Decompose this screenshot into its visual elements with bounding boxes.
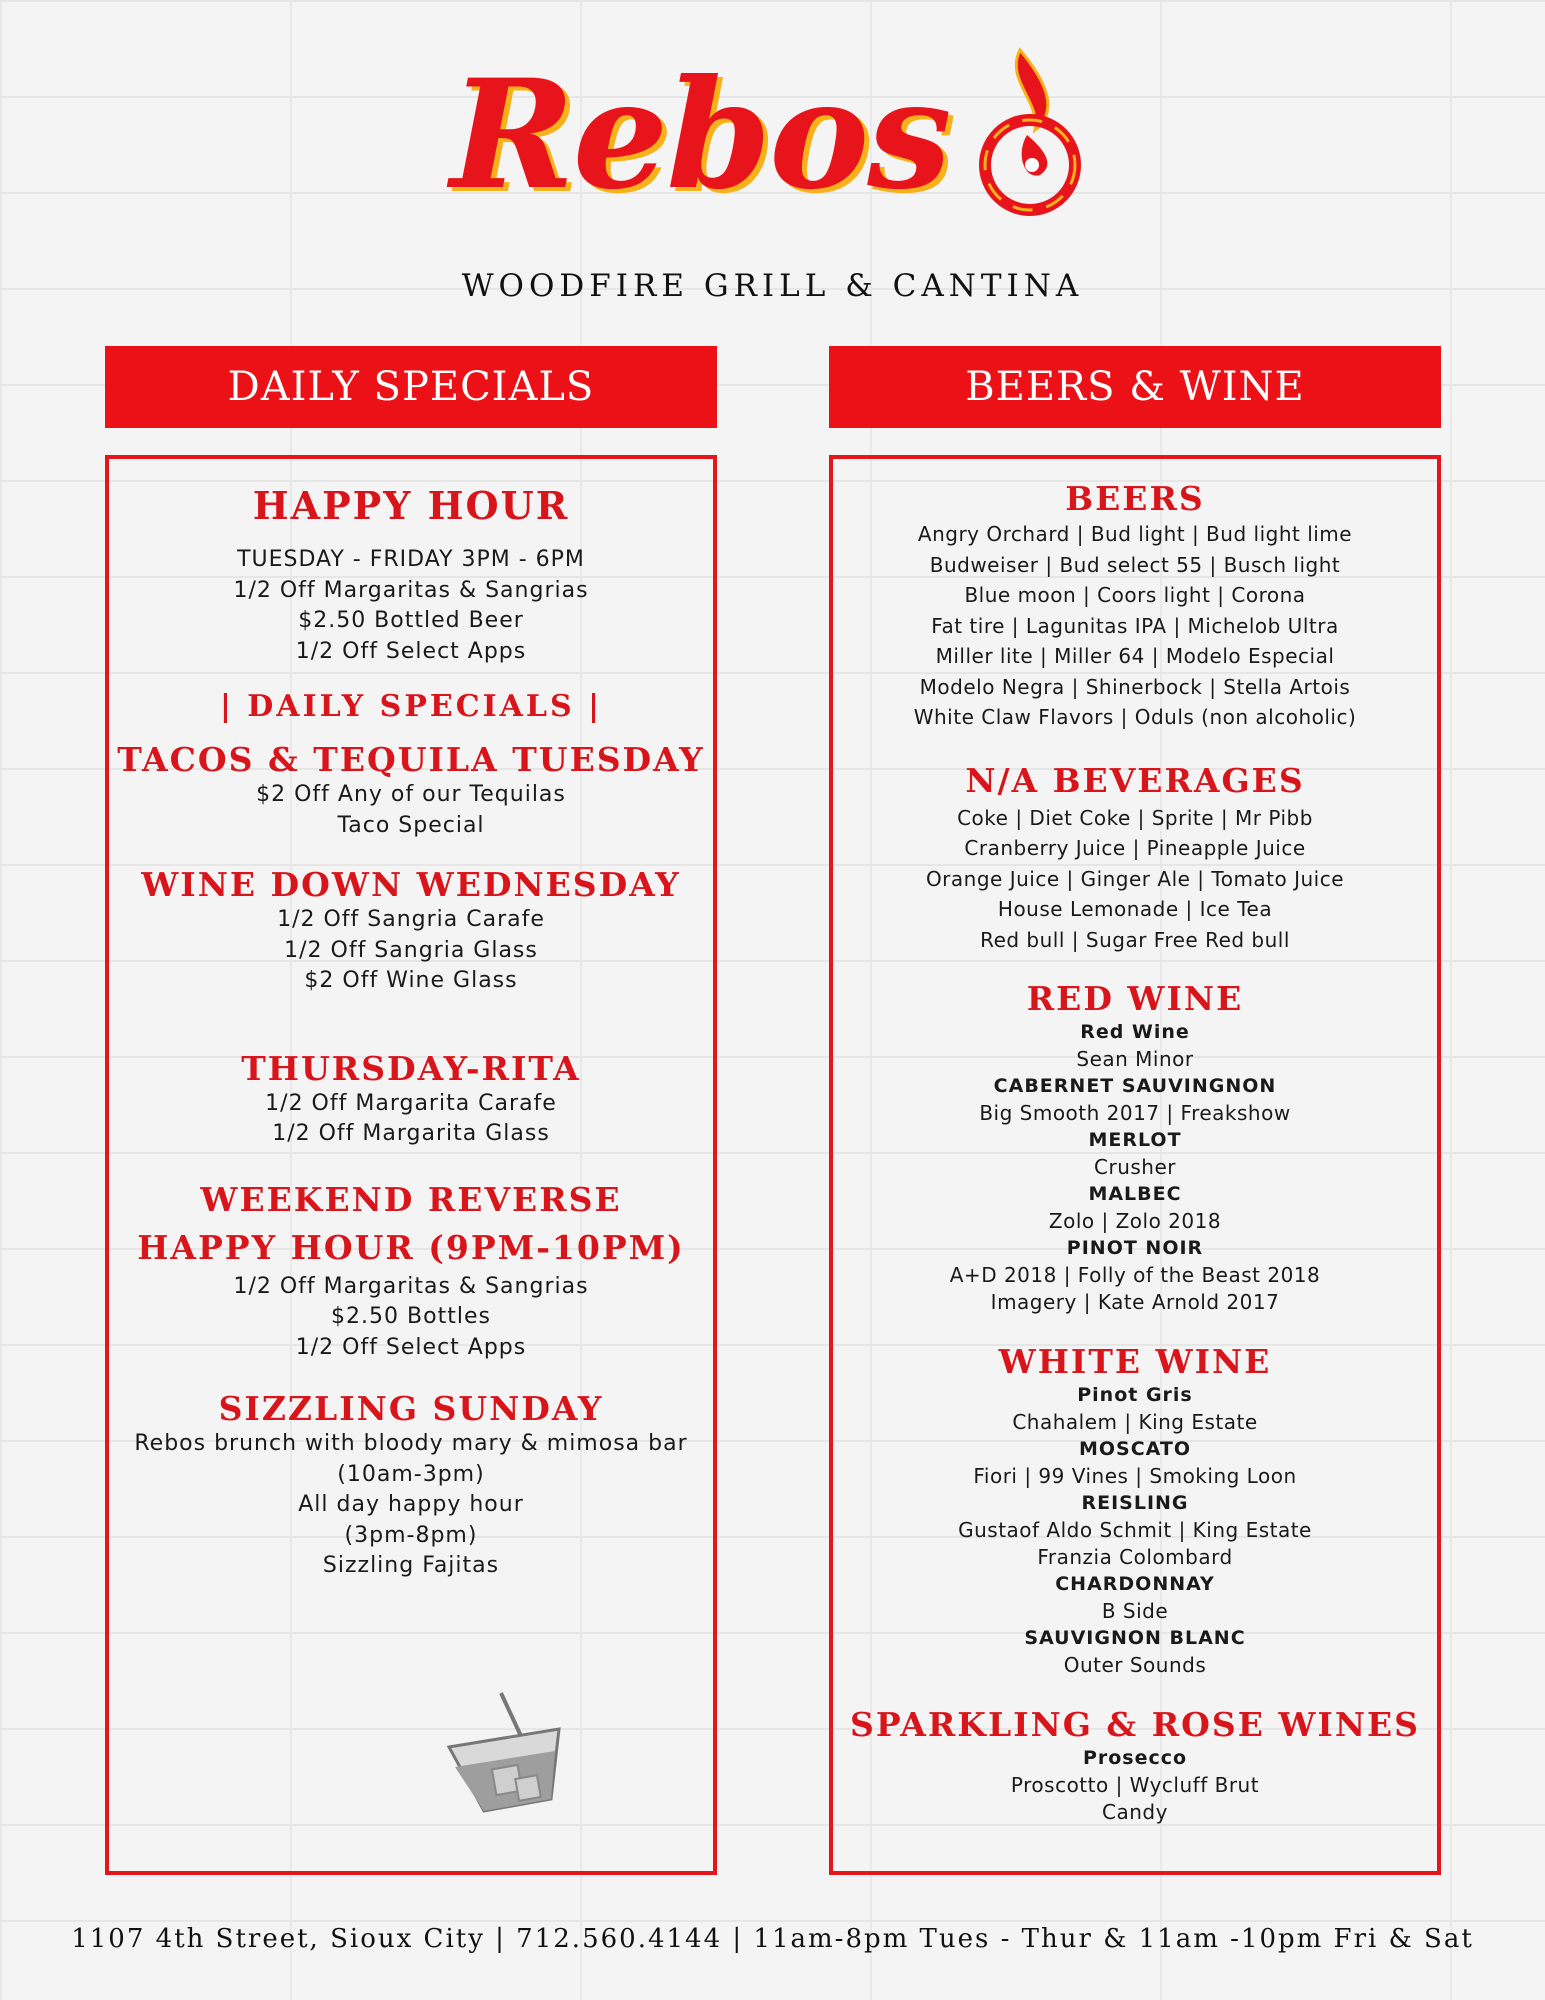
na-line: Orange Juice | Ginger Ale | Tomato Juice [925,866,1345,891]
wine-variety: MERLOT [1088,1129,1182,1151]
wine-detail: Sean Minor [1076,1047,1194,1071]
sparkling-title: SPARKLING & ROSE WINES [849,1705,1420,1744]
tagline: WOODFIRE GRILL & CANTINA [461,268,1084,304]
wine-variety: CABERNET SAUVINGNON [993,1075,1277,1097]
wine-down-line: 1/2 Off Sangria Carafe [277,907,545,932]
wine-detail: A+D 2018 | Folly of the Beast 2018 [949,1263,1321,1287]
beers-wine-box [829,455,1441,1875]
wine-detail: Franzia Colombard [1037,1545,1233,1569]
logo-wordmark: Rebos [450,47,950,223]
sunday-line: All day happy hour [298,1492,524,1517]
beers-wine-banner: BEERS & WINE [829,346,1441,428]
wine-detail: Outer Sounds [1063,1653,1207,1677]
thursday-title: THURSDAY-RITA [241,1048,581,1088]
wine-variety: Red Wine [1080,1021,1190,1043]
na-line: Red bull | Sugar Free Red bull [980,927,1290,952]
wine-variety: MALBEC [1088,1183,1182,1205]
wine-detail: Proscotto | Wycluff Brut [1010,1773,1260,1797]
beer-line: Budweiser | Bud select 55 | Busch light [929,552,1341,577]
beer-line: Angry Orchard | Bud light | Bud light lime [917,522,1353,546]
wine-variety: MOSCATO [1078,1438,1192,1460]
beer-line: Blue moon | Coors light | Corona [964,583,1306,607]
wine-detail: Gustaof Aldo Schmit | King Estate [958,1518,1312,1542]
na-line: Coke | Diet Coke | Sprite | Mr Pibb [957,805,1313,830]
na-line: House Lemonade | Ice Tea [997,897,1273,921]
wine-variety: PINOT NOIR [1066,1237,1204,1259]
sunday-line: Sizzling Fajitas [322,1553,500,1578]
white-wine-title: WHITE WINE [998,1342,1272,1381]
wine-variety: REISLING [1081,1492,1189,1514]
tacos-line: Taco Special [337,812,485,838]
happy-hour-line: 1/2 Off Margaritas & Sangrias [233,577,589,603]
tacos-title: TACOS & TEQUILA TUESDAY [117,740,705,779]
weekend-title-2: HAPPY HOUR (9PM-10PM) [137,1227,685,1267]
daily-specials-banner: DAILY SPECIALS [105,346,717,428]
happy-hour-line: TUESDAY - FRIDAY 3PM - 6PM [237,547,585,572]
wine-detail: Chahalem | King Estate [1012,1410,1258,1434]
tacos-line: $2 Off Any of our Tequilas [256,782,566,807]
sunday-title: SIZZLING SUNDAY [218,1389,604,1428]
beer-line: Modelo Negra | Shinerbock | Stella Artois [919,674,1351,699]
weekend-line: 1/2 Off Select Apps [295,1334,527,1360]
wine-variety: Pinot Gris [1077,1384,1193,1406]
daily-specials-label: | DAILY SPECIALS | [219,689,603,724]
beer-line: White Claw Flavors | Oduls (non alcoholic) [913,705,1357,729]
brand-header [0,40,1545,230]
weekend-title: WEEKEND REVERSE [200,1179,622,1219]
wine-variety: CHARDONNAY [1055,1573,1215,1595]
thursday-line: 1/2 Off Margarita Carafe [265,1090,557,1116]
wine-detail: Zolo | Zolo 2018 [1048,1209,1222,1233]
wine-detail: Big Smooth 2017 | Freakshow [979,1101,1291,1125]
happy-hour-title: HAPPY HOUR [252,483,570,528]
cocktail-glass-icon [439,1689,589,1829]
wine-down-line: 1/2 Off Sangria Glass [284,937,538,963]
weekend-line: 1/2 Off Margaritas & Sangrias [233,1273,589,1299]
flame-logo-icon [965,40,1095,230]
wine-down-title: WINE DOWN WEDNESDAY [141,865,681,904]
wine-detail: Imagery | Kate Arnold 2017 [990,1290,1280,1314]
red-wine-title: RED WINE [1026,979,1244,1018]
footer-address-hours: 1107 4th Street, Sioux City | 712.560.4144 | 11am-8pm Tues - Thur & 11am -10pm Fri & Sat [71,1924,1474,1954]
daily-specials-box [105,455,717,1875]
wine-variety: Prosecco [1082,1747,1188,1769]
beers-title: BEERS [1065,479,1205,518]
wine-detail: Fiori | 99 Vines | Smoking Loon [973,1464,1297,1488]
sunday-line: (10am-3pm) [337,1461,485,1487]
wine-down-line: $2 Off Wine Glass [304,968,518,993]
sunday-line: (3pm-8pm) [344,1522,478,1548]
wine-variety: SAUVIGNON BLANC [1024,1627,1246,1649]
thursday-line: 1/2 Off Margarita Glass [272,1121,550,1146]
wine-detail: Crusher [1094,1155,1176,1179]
wine-detail: B Side [1101,1599,1169,1623]
wine-detail: Candy [1102,1800,1168,1824]
weekend-line: $2.50 Bottles [331,1304,491,1329]
beer-line: Miller lite | Miller 64 | Modelo Especial [935,644,1335,668]
beer-line: Fat tire | Lagunitas IPA | Michelob Ultra [931,613,1339,638]
happy-hour-line: $2.50 Bottled Beer [298,608,524,633]
na-beverages-title: N/A BEVERAGES [965,760,1305,800]
happy-hour-line: 1/2 Off Select Apps [295,638,527,664]
sunday-line: Rebos brunch with bloody mary & mimosa bar [134,1431,688,1456]
na-line: Cranberry Juice | Pineapple Juice [964,836,1306,860]
